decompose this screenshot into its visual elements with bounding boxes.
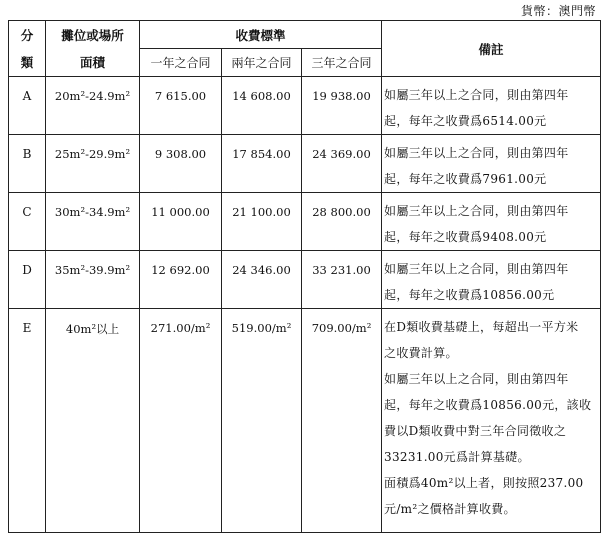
table-row xyxy=(9,251,601,309)
two-year-fee-cell: 519.00/m² xyxy=(222,309,302,533)
area-cell: 20m²-24.9m² xyxy=(46,77,140,135)
two-year-fee-cell: 17 854.00 xyxy=(222,135,302,193)
three-year-fee-cell: 709.00/m² xyxy=(302,309,382,533)
remarks-cell xyxy=(382,309,601,533)
two-year-fee-cell: 14 608.00 xyxy=(222,77,302,135)
three-year-fee-cell: 33 231.00 xyxy=(302,251,382,309)
one-year-fee-cell: 9 308.00 xyxy=(140,135,222,193)
header-class-top: 分 xyxy=(9,21,46,49)
header-two-year: 兩年之合同 xyxy=(222,49,302,77)
remarks-cell xyxy=(382,193,601,251)
header-one-year: 一年之合同 xyxy=(140,49,222,77)
class-cell: E xyxy=(9,309,46,533)
header-area-bottom: 面積 xyxy=(46,49,140,77)
remarks-cell xyxy=(382,135,601,193)
header-fee-standard: 收費標準 xyxy=(140,21,382,49)
three-year-fee-cell: 28 800.00 xyxy=(302,193,382,251)
remarks-line: 元/m²之價格計算收費。 xyxy=(384,502,516,516)
header-class-bottom: 類 xyxy=(9,49,46,77)
remarks-line: 如屬三年以上之合同，則由第四年 xyxy=(384,204,569,218)
header-remarks: 備註 xyxy=(382,21,601,77)
remarks-line: 起，每年之收費爲7961.00元 xyxy=(384,172,547,186)
table-row xyxy=(9,309,601,533)
remarks-line: 之收費計算。 xyxy=(384,346,458,360)
remarks-line: 起，每年之收費爲10856.00元，該收 xyxy=(384,398,592,412)
fee-table xyxy=(8,20,601,533)
class-cell: A xyxy=(9,77,46,135)
two-year-fee-cell: 24 346.00 xyxy=(222,251,302,309)
class-cell: C xyxy=(9,193,46,251)
remarks-cell xyxy=(382,251,601,309)
area-cell: 40m²以上 xyxy=(46,309,140,533)
one-year-fee-cell: 7 615.00 xyxy=(140,77,222,135)
area-cell: 25m²-29.9m² xyxy=(46,135,140,193)
class-cell: D xyxy=(9,251,46,309)
remarks-line: 如屬三年以上之合同，則由第四年 xyxy=(384,88,569,102)
remarks-line: 面積爲40m²以上者，則按照237.00 xyxy=(384,476,584,490)
remarks-line: 如屬三年以上之合同，則由第四年 xyxy=(384,146,569,160)
table-row xyxy=(9,193,601,251)
remarks-line: 如屬三年以上之合同，則由第四年 xyxy=(384,372,569,386)
remarks-line: 在D類收費基礎上，每超出一平方米 xyxy=(384,320,579,334)
remarks-line: 起，每年之收費爲9408.00元 xyxy=(384,230,547,244)
fee-rows xyxy=(9,77,601,533)
remarks-line: 起，每年之收費爲10856.00元 xyxy=(384,288,555,302)
one-year-fee-cell: 271.00/m² xyxy=(140,309,222,533)
remarks-line: 費以D類收費中對三年合同徵收之 xyxy=(384,424,567,438)
class-cell: B xyxy=(9,135,46,193)
header-area-top: 攤位或場所 xyxy=(46,21,140,49)
header-three-year: 三年之合同 xyxy=(302,49,382,77)
two-year-fee-cell: 21 100.00 xyxy=(222,193,302,251)
area-cell: 35m²-39.9m² xyxy=(46,251,140,309)
currency-label: 貨幣：澳門幣 xyxy=(520,4,596,18)
one-year-fee-cell: 11 000.00 xyxy=(140,193,222,251)
three-year-fee-cell: 24 369.00 xyxy=(302,135,382,193)
remarks-line: 起，每年之收費爲6514.00元 xyxy=(384,114,547,128)
three-year-fee-cell: 19 938.00 xyxy=(302,77,382,135)
remarks-line: 如屬三年以上之合同，則由第四年 xyxy=(384,262,569,276)
remarks-cell xyxy=(382,77,601,135)
one-year-fee-cell: 12 692.00 xyxy=(140,251,222,309)
table-row xyxy=(9,77,601,135)
remarks-line: 33231.00元爲計算基礎。 xyxy=(384,450,530,464)
table-row xyxy=(9,135,601,193)
area-cell: 30m²-34.9m² xyxy=(46,193,140,251)
